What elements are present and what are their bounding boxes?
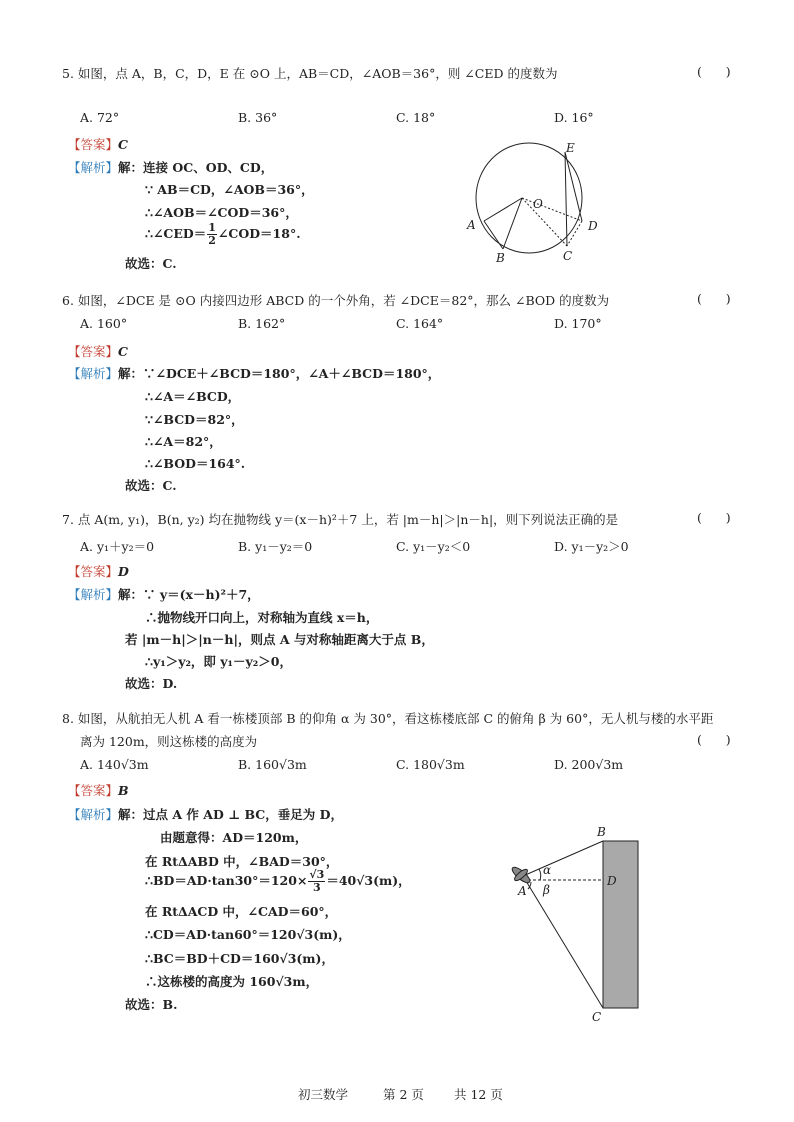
q8-line: ∴BC＝BD＋CD＝160√3(m)， [145, 951, 334, 966]
q5-line: ∴∠AOB＝∠COD＝36°， [145, 205, 298, 220]
q6-line: ∴∠A＝82°， [145, 434, 222, 449]
q7-line: ∴y₁＞y₂，即 y₁－y₂＞0， [145, 654, 292, 669]
q5-option-b: B. 36° [238, 110, 278, 125]
q7-line: ∴抛物线开口向上，对称轴为直线 x＝h， [145, 610, 379, 625]
answer-label: 【答案】 [68, 344, 119, 359]
q8-option-d: D. 200√3m [554, 757, 624, 772]
label-e: E [566, 141, 575, 155]
q6-option-d: D. 170° [554, 316, 602, 331]
q5-stem: 5. 如图，点 A，B，C，D，E 在 ⊙O 上，AB＝CD，∠AOB＝36°，则 ∠CED 的度数为 [62, 66, 558, 81]
footer-total: 共 12 页 [454, 1087, 503, 1102]
q5-frac-line: ∴∠CED＝ $\frac{1}{2}$ ∠COD＝18°. [145, 221, 301, 247]
label-c: C [592, 1010, 602, 1024]
q8-line: ∴这栋楼的高度为 160√3m， [145, 974, 319, 989]
q7-option-c: C. y₁－y₂＜0 [396, 539, 471, 554]
q5-line: 解：连接 OC、OD、CD， [118, 160, 274, 175]
label-d: D [588, 219, 598, 233]
q8-building-figure [510, 841, 638, 1008]
label-o: O [533, 197, 543, 211]
footer-subject: 初三数学 [298, 1087, 349, 1102]
q7-option-d: D. y₁－y₂＞0 [554, 539, 629, 554]
q6-line: ∴∠A＝∠BCD， [145, 389, 241, 404]
q5-conclusion: 故选：C. [125, 256, 177, 271]
analysis-label: 【解析】 [68, 807, 119, 822]
q7-answer-paren: ( ) [697, 510, 731, 525]
q7-conclusion: 故选：D. [125, 676, 178, 691]
q5-circle-figure [476, 143, 582, 253]
q5-answer: C [118, 137, 128, 152]
answer-label: 【答案】 [68, 564, 119, 579]
label-c: C [563, 249, 573, 263]
drone-icon [510, 865, 532, 885]
q8-option-b: B. 160√3m [238, 757, 307, 772]
answer-label: 【答案】 [68, 783, 119, 798]
analysis-label: 【解析】 [68, 160, 119, 175]
q8-line: 解：过点 A 作 AD ⊥ BC，垂足为 D， [118, 807, 343, 822]
answer-label: 【答案】 [68, 137, 119, 152]
q6-line: 解：∵∠DCE＋∠BCD＝180°，∠A＋∠BCD＝180°， [118, 366, 441, 381]
q7-stem: 7. 点 A(m, y₁)，B(n, y₂) 均在抛物线 y＝(x－h)²＋7 上，若 |m－h|＞|n－h|，则下列说法正确的是 [62, 512, 619, 527]
q7-line: 解：∵ y＝(x－h)²＋7， [118, 587, 260, 602]
q5-option-c: C. 18° [396, 110, 436, 125]
q5-option-d: D. 16° [554, 110, 594, 125]
q8-line: 由题意得：AD＝120m， [160, 830, 308, 845]
label-a: A [518, 884, 527, 898]
label-b: B [597, 825, 606, 839]
q8-option-a: A. 140√3m [80, 757, 149, 772]
q8-line: 在 RtΔABD 中，∠BAD＝30°， [145, 854, 339, 869]
q6-option-a: A. 160° [80, 316, 128, 331]
q7-answer: D [118, 564, 129, 579]
label-d: D [607, 874, 617, 888]
q8-answer-paren: ( ) [697, 732, 731, 747]
q6-option-b: B. 162° [238, 316, 286, 331]
q7-option-b: B. y₁－y₂＝0 [238, 539, 313, 554]
q6-stem: 6. 如图，∠DCE 是 ⊙O 内接四边形 ABCD 的一个外角，若 ∠DCE＝82°，那么 ∠BOD 的度数为 [62, 293, 610, 308]
analysis-label: 【解析】 [68, 587, 119, 602]
q6-line: ∵∠BCD＝82°， [145, 412, 244, 427]
q5-answer-paren: ( ) [697, 64, 731, 79]
q6-option-c: C. 164° [396, 316, 444, 331]
q6-answer: C [118, 344, 128, 359]
q8-line: ∴CD＝AD·tan60°＝120√3(m)， [145, 927, 351, 942]
label-beta: β [543, 883, 550, 897]
q8-option-c: C. 180√3m [396, 757, 465, 772]
label-alpha: α [543, 863, 552, 877]
q6-conclusion: 故选：C. [125, 478, 177, 493]
q5-option-a: A. 72° [80, 110, 120, 125]
q8-conclusion: 故选：B. [125, 997, 178, 1012]
footer-page: 第 2 页 [383, 1087, 424, 1102]
q7-option-a: A. y₁＋y₂＝0 [80, 539, 155, 554]
q8-frac-line: ∴BD＝AD·tan30°＝120× $\frac{√3}{3}$ ＝40√3(m)， [145, 868, 411, 894]
label-a: A [467, 218, 476, 232]
q6-answer-paren: ( ) [697, 291, 731, 306]
q7-line: 若 |m－h|＞|n－h|，则点 A 与对称轴距离大于点 B， [125, 632, 434, 647]
q6-line: ∴∠BOD＝164°. [145, 456, 246, 471]
q5-line: ∵ AB＝CD，∠AOB＝36°， [145, 182, 314, 197]
analysis-label: 【解析】 [68, 366, 119, 381]
label-b: B [496, 251, 505, 265]
q8-stem-cont: 离为 120m，则这栋楼的高度为 [80, 734, 258, 749]
q8-stem: 8. 如图，从航拍无人机 A 看一栋楼顶部 B 的仰角 α 为 30°，看这栋楼底部 C 的俯角 β 为 60°，无人机与楼的水平距 [62, 711, 714, 726]
q8-line: 在 RtΔACD 中，∠CAD＝60°， [145, 904, 338, 919]
q8-answer: B [118, 783, 129, 798]
